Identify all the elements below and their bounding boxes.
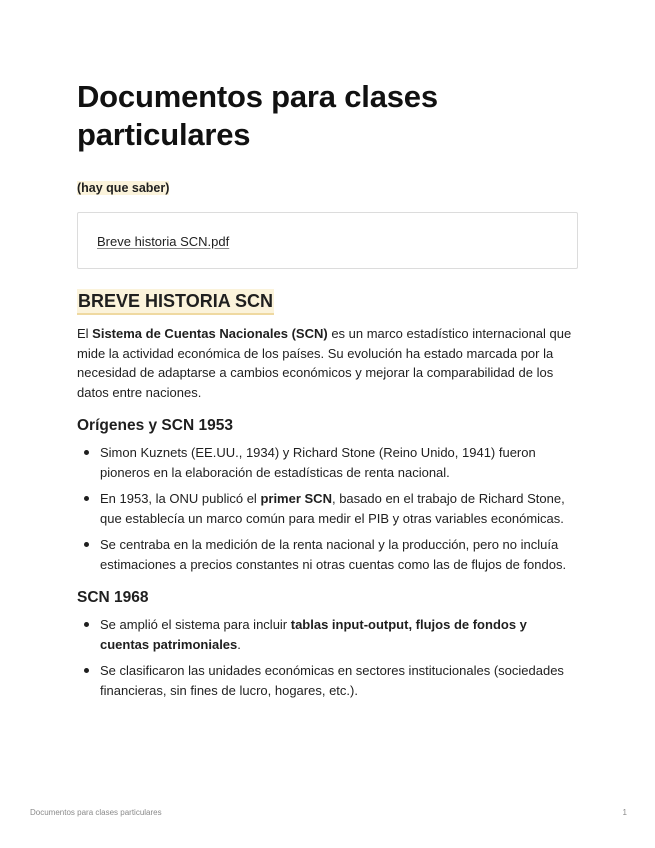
list-item bbox=[100, 661, 578, 700]
list-item-text-post: , basado en el trabajo de Richard Stone, que establecía un marco común para medir el PIB y otras variables económicas. bbox=[100, 491, 565, 526]
subtitle bbox=[77, 180, 578, 196]
attachment-box bbox=[77, 212, 578, 269]
subtitle-highlight: (hay que saber) bbox=[77, 181, 170, 195]
attachment-link[interactable]: Breve historia SCN.pdf bbox=[97, 234, 230, 249]
intro-text-post: es un marco estadístico internacional que mide la actividad económica de los países. Su evolución ha estado marcada por la necesidad de adaptarse a cambios económicos y mejorar la comparabilidad de los datos entre naciones. bbox=[77, 326, 572, 400]
bullet-list-scn-1968 bbox=[77, 615, 578, 700]
intro-text-pre: El bbox=[77, 326, 93, 341]
subsection-heading-scn-1968: SCN 1968 bbox=[77, 589, 149, 606]
list-item bbox=[100, 443, 578, 482]
list-item-text-pre: Se amplió el sistema para incluir bbox=[100, 617, 291, 632]
intro-text-bold: Sistema de Cuentas Nacionales (SCN) bbox=[92, 326, 328, 341]
list-item-text: Se clasificaron las unidades económicas en sectores institucionales (sociedades financieras, sin fines de lucro, hogares, etc.). bbox=[100, 663, 564, 698]
list-item-text-pre: En 1953, la ONU publicó el bbox=[100, 491, 261, 506]
list-item bbox=[100, 535, 578, 574]
list-item-text-post: . bbox=[237, 636, 241, 652]
document-page bbox=[77, 78, 578, 707]
list-item-text-bold: primer SCN bbox=[260, 491, 332, 506]
list-item-text: Se centraba en la medición de la renta nacional y la producción, pero no incluía estimaciones a precios constantes ni otras cuentas como las de flujos de fondos. bbox=[100, 537, 567, 572]
list-item-text: Simon Kuznets (EE.UU., 1934) y Richard Stone (Reino Unido, 1941) fueron pioneros en la elaboración de estadísticas de renta nacional. bbox=[100, 445, 536, 480]
list-item bbox=[100, 489, 578, 528]
list-item bbox=[100, 615, 578, 654]
subsection-heading-origins: Orígenes y SCN 1953 bbox=[77, 417, 233, 434]
footer-document-title: Documentos para clases particulares bbox=[30, 808, 162, 817]
section-heading: BREVE HISTORIA SCN bbox=[77, 289, 274, 315]
footer-page-number: 1 bbox=[622, 808, 627, 817]
list-item-text-bold: tablas input-output, flujos de fondos y cuentas patrimoniales bbox=[100, 617, 527, 652]
page-title: Documentos para clases particulares bbox=[77, 79, 438, 152]
page-footer bbox=[30, 808, 627, 817]
intro-paragraph bbox=[77, 324, 578, 402]
bullet-list-origins bbox=[77, 443, 578, 574]
